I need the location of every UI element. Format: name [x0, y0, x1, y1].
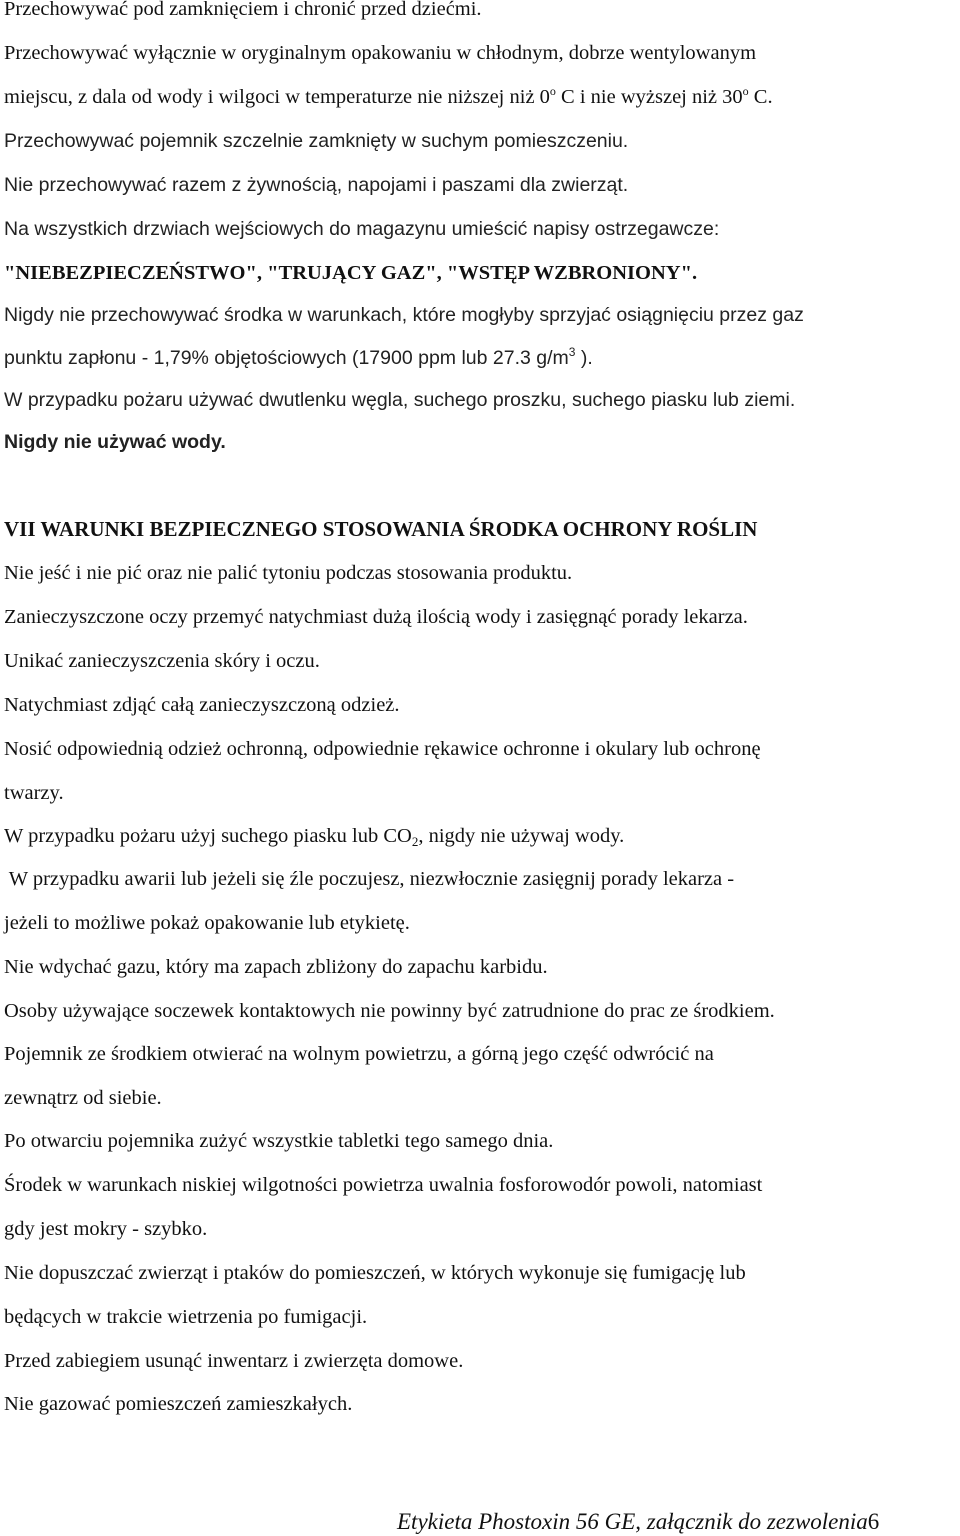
storage-line-9-text-a: punktu zapłonu - 1,79% objętościowych (17900 ppm lub 27.3 g/m: [4, 347, 569, 369]
section-line-11: Osoby używające soczewek kontaktowych nie powinny być zatrudnione do prac ze środkiem.: [4, 1000, 775, 1022]
page-number: 6: [867, 1509, 880, 1534]
warning-signs-line: "NIEBEZPIECZEŃSTWO", "TRUJĄCY GAZ", "WSTĘP WZBRONIONY".: [4, 262, 698, 284]
storage-line-9-text-b: ).: [575, 347, 593, 369]
storage-line-2: Przechowywać wyłącznie w oryginalnym opakowaniu w chłodnym, dobrze wentylowanym: [4, 42, 757, 64]
storage-line-8: Nigdy nie przechowywać środka w warunkach, które mogłyby sprzyjać osiągnięciu przez gaz: [4, 304, 804, 326]
section-line-9: jeżeli to możliwe pokaż opakowanie lub etykietę.: [4, 912, 410, 934]
section-line-17: Nie dopuszczać zwierząt i ptaków do pomieszczeń, w których wykonuje się fumigację lub: [4, 1262, 746, 1284]
storage-line-6: Na wszystkich drzwiach wejściowych do magazynu umieścić napisy ostrzegawcze:: [4, 218, 720, 240]
section-line-5: Nosić odpowiednią odzież ochronną, odpowiednie rękawice ochronne i okulary lub ochronę: [4, 738, 761, 760]
cubic-superscript: 3: [568, 345, 576, 359]
section-line-15: Środek w warunkach niskiej wilgotności powietrza uwalnia fosforowodór powoli, natomiast: [4, 1174, 763, 1196]
section-line-14: Po otwarciu pojemnika zużyć wszystkie tabletki tego samego dnia.: [4, 1130, 554, 1152]
storage-line-3-text-c: C.: [748, 86, 773, 108]
storage-line-3-text-b: C i nie wyższej niż 30: [555, 86, 743, 108]
storage-line-5: Nie przechowywać razem z żywnością, napojami i paszami dla zwierząt.: [4, 174, 629, 196]
section-line-4: Natychmiast zdjąć całą zanieczyszczoną odzież.: [4, 694, 400, 716]
section-line-8: W przypadku awarii lub jeżeli się źle poczujesz, niezwłocznie zasięgnij porady lekarza -: [4, 868, 735, 890]
section-line-7-text-a: W przypadku pożaru użyj suchego piasku lub CO: [4, 825, 412, 847]
storage-line-3: [4, 85, 773, 109]
storage-line-11: Nigdy nie używać wody.: [4, 431, 226, 453]
section-heading: VII WARUNKI BEZPIECZNEGO STOSOWANIA ŚRODKA OCHRONY ROŚLIN: [4, 517, 758, 541]
section-line-20: Nie gazować pomieszczeń zamieszkałych.: [4, 1393, 353, 1415]
section-line-1: Nie jeść i nie pić oraz nie palić tytoniu podczas stosowania produktu.: [4, 562, 573, 584]
section-line-7-text-b: , nigdy nie używaj wody.: [418, 825, 625, 847]
footer-text: Etykieta Phostoxin 56 GE, załącznik do zezwolenia: [397, 1509, 868, 1534]
section-line-16: gdy jest mokry - szybko.: [4, 1218, 208, 1240]
section-line-13: zewnątrz od siebie.: [4, 1087, 162, 1109]
section-line-7: [4, 824, 624, 848]
page-footer: [397, 1509, 879, 1535]
section-line-6: twarzy.: [4, 782, 64, 804]
degree-superscript: o: [549, 84, 556, 98]
co2-subscript: 2: [411, 834, 419, 849]
section-line-2: Zanieczyszczone oczy przemyć natychmiast dużą ilością wody i zasięgnąć porady lekarza.: [4, 606, 748, 628]
section-line-19: Przed zabiegiem usunąć inwentarz i zwierzęta domowe.: [4, 1350, 464, 1372]
section-line-18: będących w trakcie wietrzenia po fumigacji.: [4, 1306, 368, 1328]
storage-line-9: [4, 346, 593, 370]
storage-line-1: Przechowywać pod zamknięciem i chronić przed dziećmi.: [4, 0, 482, 20]
section-line-12: Pojemnik ze środkiem otwierać na wolnym powietrzu, a górną jego część odwrócić na: [4, 1043, 714, 1065]
storage-line-3-text-a: miejscu, z dala od wody i wilgoci w temperaturze nie niższej niż 0: [4, 86, 550, 108]
storage-line-10: W przypadku pożaru używać dwutlenku węgla, suchego proszku, suchego piasku lub ziemi.: [4, 389, 796, 411]
section-line-10: Nie wdychać gazu, który ma zapach zbliżony do zapachu karbidu.: [4, 956, 548, 978]
section-line-3: Unikać zanieczyszczenia skóry i oczu.: [4, 650, 320, 672]
storage-line-4: Przechowywać pojemnik szczelnie zamknięty w suchym pomieszczeniu.: [4, 130, 629, 152]
degree-superscript: o: [742, 84, 749, 98]
